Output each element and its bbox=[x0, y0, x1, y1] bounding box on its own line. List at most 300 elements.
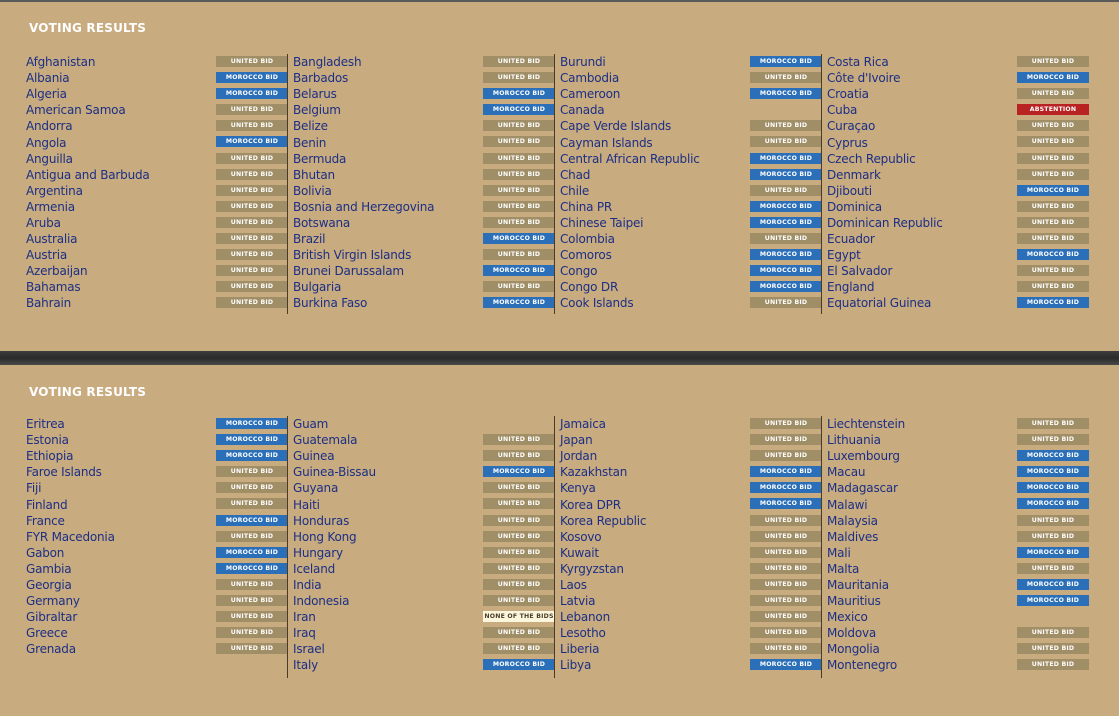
vote-badge: UNITED BID bbox=[216, 265, 288, 276]
result-row bbox=[26, 102, 288, 118]
vote-badge: MOROCCO BID bbox=[750, 498, 822, 509]
vote-badge: UNITED BID bbox=[216, 185, 288, 196]
country-name: Mauritania bbox=[827, 577, 889, 592]
result-row bbox=[560, 263, 822, 279]
results-column-3 bbox=[560, 416, 822, 678]
country-name: Kosovo bbox=[560, 529, 602, 544]
result-row bbox=[827, 54, 1089, 70]
country-name: Cook Islands bbox=[560, 296, 634, 311]
result-row bbox=[26, 167, 288, 183]
country-name: Algeria bbox=[26, 87, 67, 102]
result-row bbox=[827, 529, 1089, 545]
result-row bbox=[560, 513, 822, 529]
results-columns bbox=[26, 54, 1096, 314]
country-name: Greece bbox=[26, 626, 68, 641]
vote-badge: MOROCCO BID bbox=[750, 169, 822, 180]
result-row bbox=[560, 657, 822, 673]
country-name: Antigua and Barbuda bbox=[26, 167, 150, 182]
vote-badge: UNITED BID bbox=[1017, 201, 1089, 212]
country-name: Gabon bbox=[26, 545, 65, 560]
results-column-1 bbox=[26, 416, 288, 678]
country-name: Costa Rica bbox=[827, 55, 889, 70]
country-name: Kazakhstan bbox=[560, 465, 628, 480]
result-row bbox=[827, 513, 1089, 529]
vote-badge: UNITED BID bbox=[750, 120, 822, 131]
country-name: Belgium bbox=[293, 103, 341, 118]
result-row bbox=[26, 183, 288, 199]
country-name: Grenada bbox=[26, 642, 76, 657]
country-name: Montenegro bbox=[827, 658, 898, 673]
vote-badge: NONE OF THE BIDS bbox=[484, 613, 554, 621]
vote-badge: UNITED BID bbox=[216, 466, 288, 477]
vote-badge: UNITED BID bbox=[1017, 169, 1089, 180]
country-name: Lithuania bbox=[827, 433, 881, 448]
vote-badge: UNITED BID bbox=[483, 498, 555, 509]
result-row bbox=[293, 561, 555, 577]
country-name: Lebanon bbox=[560, 610, 610, 625]
country-name: Libya bbox=[560, 658, 592, 673]
country-name: Belarus bbox=[293, 87, 337, 102]
country-name: Maldives bbox=[827, 529, 879, 544]
result-row bbox=[293, 577, 555, 593]
result-row bbox=[293, 118, 555, 134]
result-row bbox=[827, 480, 1089, 496]
result-row bbox=[827, 215, 1089, 231]
country-name: Italy bbox=[293, 658, 319, 673]
vote-badge: UNITED BID bbox=[483, 217, 555, 228]
results-column-4 bbox=[827, 54, 1089, 314]
country-name: Barbados bbox=[293, 71, 349, 86]
result-row bbox=[827, 102, 1089, 118]
result-row bbox=[560, 54, 822, 70]
vote-badge: UNITED BID bbox=[216, 233, 288, 244]
country-name: Dominica bbox=[827, 199, 882, 214]
vote-badge: MOROCCO BID bbox=[750, 88, 822, 99]
vote-badge: UNITED BID bbox=[216, 153, 288, 164]
result-row bbox=[827, 609, 1089, 625]
result-row bbox=[26, 231, 288, 247]
panel-title: VOTING RESULTS bbox=[29, 21, 147, 35]
country-name: Iraq bbox=[293, 626, 316, 641]
vote-badge: UNITED BID bbox=[483, 249, 555, 260]
vote-badge: MOROCCO BID bbox=[483, 104, 555, 115]
result-row bbox=[26, 561, 288, 577]
country-name: Fiji bbox=[26, 481, 42, 496]
result-row bbox=[293, 545, 555, 561]
country-name: Albania bbox=[26, 71, 70, 86]
result-row bbox=[26, 215, 288, 231]
result-row bbox=[293, 215, 555, 231]
country-name: China PR bbox=[560, 199, 613, 214]
vote-badge: UNITED BID bbox=[750, 627, 822, 638]
result-row bbox=[560, 151, 822, 167]
result-row bbox=[26, 480, 288, 496]
result-row bbox=[560, 295, 822, 311]
vote-badge: UNITED BID bbox=[750, 136, 822, 147]
country-name: Botswana bbox=[293, 215, 351, 230]
vote-badge: UNITED BID bbox=[483, 153, 555, 164]
country-name: British Virgin Islands bbox=[293, 248, 412, 263]
result-row bbox=[293, 480, 555, 496]
country-name: Guatemala bbox=[293, 433, 358, 448]
vote-badge: UNITED BID bbox=[483, 579, 555, 590]
results-column-4 bbox=[827, 416, 1089, 678]
country-name: Malaysia bbox=[827, 513, 878, 528]
result-row bbox=[26, 247, 288, 263]
vote-badge: MOROCCO BID bbox=[750, 482, 822, 493]
country-name: Central African Republic bbox=[560, 151, 700, 166]
result-row bbox=[560, 577, 822, 593]
country-name: Luxembourg bbox=[827, 449, 900, 464]
result-row bbox=[26, 416, 288, 432]
vote-badge: UNITED BID bbox=[1017, 627, 1089, 638]
country-name: El Salvador bbox=[827, 264, 893, 279]
vote-badge: MOROCCO BID bbox=[216, 434, 288, 445]
result-row bbox=[827, 577, 1089, 593]
country-name: Guinea-Bissau bbox=[293, 465, 376, 480]
result-row bbox=[293, 279, 555, 295]
vote-badge: MOROCCO BID bbox=[750, 56, 822, 67]
country-name: Czech Republic bbox=[827, 151, 916, 166]
country-name: Canada bbox=[560, 103, 605, 118]
vote-badge: ABSTENTION bbox=[1017, 104, 1089, 115]
vote-badge: UNITED BID bbox=[1017, 659, 1089, 670]
result-row bbox=[560, 183, 822, 199]
country-name: Colombia bbox=[560, 232, 615, 247]
country-name: Burkina Faso bbox=[293, 296, 368, 311]
vote-badge: UNITED BID bbox=[216, 643, 288, 654]
vote-badge: MOROCCO BID bbox=[1017, 450, 1089, 461]
vote-badge: UNITED BID bbox=[1017, 88, 1089, 99]
country-name: Bermuda bbox=[293, 151, 347, 166]
panel-title: VOTING RESULTS bbox=[29, 385, 147, 399]
vote-badge: MOROCCO BID bbox=[1017, 72, 1089, 83]
result-row bbox=[293, 416, 555, 432]
country-name: Austria bbox=[26, 248, 67, 263]
result-row bbox=[827, 448, 1089, 464]
vote-badge: MOROCCO BID bbox=[483, 466, 555, 477]
vote-badge: UNITED BID bbox=[750, 434, 822, 445]
result-row bbox=[293, 86, 555, 102]
vote-badge: MOROCCO BID bbox=[1017, 547, 1089, 558]
result-row bbox=[827, 247, 1089, 263]
country-name: Madagascar bbox=[827, 481, 898, 496]
vote-badge: UNITED BID bbox=[483, 482, 555, 493]
country-name: France bbox=[26, 513, 65, 528]
vote-badge: UNITED BID bbox=[216, 498, 288, 509]
country-name: Estonia bbox=[26, 433, 69, 448]
vote-badge: UNITED BID bbox=[483, 169, 555, 180]
country-name: Mexico bbox=[827, 610, 868, 625]
result-row bbox=[26, 118, 288, 134]
result-row bbox=[293, 151, 555, 167]
country-name: Bahrain bbox=[26, 296, 72, 311]
country-name: Finland bbox=[26, 497, 68, 512]
voting-results-panel-2 bbox=[0, 365, 1119, 716]
result-row bbox=[293, 513, 555, 529]
country-name: Korea DPR bbox=[560, 497, 621, 512]
vote-badge: MOROCCO BID bbox=[483, 88, 555, 99]
vote-badge: MOROCCO BID bbox=[216, 450, 288, 461]
result-row bbox=[560, 86, 822, 102]
result-row bbox=[26, 496, 288, 512]
vote-badge: UNITED BID bbox=[483, 450, 555, 461]
vote-badge: UNITED BID bbox=[216, 217, 288, 228]
result-row bbox=[26, 134, 288, 150]
vote-badge: MOROCCO BID bbox=[216, 88, 288, 99]
vote-badge: UNITED BID bbox=[750, 563, 822, 574]
country-name: Korea Republic bbox=[560, 513, 647, 528]
result-row bbox=[560, 247, 822, 263]
vote-badge: MOROCCO BID bbox=[750, 281, 822, 292]
result-row bbox=[26, 70, 288, 86]
vote-badge: UNITED BID bbox=[1017, 531, 1089, 542]
result-row bbox=[293, 54, 555, 70]
country-name: Lesotho bbox=[560, 626, 606, 641]
vote-badge: MOROCCO BID bbox=[1017, 498, 1089, 509]
result-row bbox=[26, 593, 288, 609]
country-name: Cape Verde Islands bbox=[560, 119, 672, 134]
result-row bbox=[26, 513, 288, 529]
vote-badge: MOROCCO BID bbox=[750, 217, 822, 228]
result-row bbox=[827, 545, 1089, 561]
result-row bbox=[26, 545, 288, 561]
country-name: Jordan bbox=[560, 449, 597, 464]
result-row bbox=[560, 416, 822, 432]
vote-badge: UNITED BID bbox=[216, 595, 288, 606]
vote-badge: UNITED BID bbox=[216, 627, 288, 638]
vote-badge: MOROCCO BID bbox=[1017, 482, 1089, 493]
vote-badge: MOROCCO BID bbox=[1017, 579, 1089, 590]
result-row bbox=[293, 199, 555, 215]
country-name: Australia bbox=[26, 232, 78, 247]
country-name: Mauritius bbox=[827, 594, 881, 609]
result-row bbox=[293, 102, 555, 118]
result-row bbox=[560, 593, 822, 609]
result-row bbox=[26, 464, 288, 480]
country-name: Burundi bbox=[560, 55, 606, 70]
result-row bbox=[293, 448, 555, 464]
country-name: Bangladesh bbox=[293, 55, 362, 70]
country-name: Benin bbox=[293, 135, 327, 150]
vote-badge: UNITED BID bbox=[750, 611, 822, 622]
country-name: Denmark bbox=[827, 167, 881, 182]
vote-badge: MOROCCO BID bbox=[483, 297, 555, 308]
vote-badge: UNITED BID bbox=[483, 643, 555, 654]
result-row bbox=[26, 641, 288, 657]
vote-badge: UNITED BID bbox=[750, 233, 822, 244]
country-name: Macau bbox=[827, 465, 866, 480]
result-row bbox=[293, 464, 555, 480]
country-name: Iceland bbox=[293, 561, 336, 576]
vote-badge: MOROCCO BID bbox=[750, 466, 822, 477]
country-name: Kuwait bbox=[560, 545, 599, 560]
country-name: Angola bbox=[26, 135, 67, 150]
result-row bbox=[827, 199, 1089, 215]
result-row bbox=[827, 118, 1089, 134]
result-row bbox=[560, 432, 822, 448]
country-name: Côte d'Ivoire bbox=[827, 71, 901, 86]
result-row bbox=[26, 529, 288, 545]
vote-badge: UNITED BID bbox=[216, 482, 288, 493]
country-name: Guam bbox=[293, 417, 329, 432]
result-row bbox=[560, 167, 822, 183]
country-name: Georgia bbox=[26, 577, 72, 592]
country-name: Iran bbox=[293, 610, 316, 625]
result-row bbox=[560, 70, 822, 86]
country-name: Cuba bbox=[827, 103, 858, 118]
result-row bbox=[827, 561, 1089, 577]
result-row bbox=[560, 448, 822, 464]
vote-badge: UNITED BID bbox=[483, 515, 555, 526]
vote-badge: UNITED BID bbox=[1017, 563, 1089, 574]
result-row bbox=[26, 54, 288, 70]
country-name: Israel bbox=[293, 642, 325, 657]
country-name: Azerbaijan bbox=[26, 264, 88, 279]
result-row bbox=[827, 496, 1089, 512]
country-name: Croatia bbox=[827, 87, 869, 102]
result-row bbox=[26, 279, 288, 295]
result-row bbox=[293, 295, 555, 311]
vote-badge: UNITED BID bbox=[483, 56, 555, 67]
vote-badge: UNITED BID bbox=[216, 281, 288, 292]
result-row bbox=[827, 231, 1089, 247]
country-name: Afghanistan bbox=[26, 55, 96, 70]
vote-badge: MOROCCO BID bbox=[1017, 297, 1089, 308]
country-name: Haiti bbox=[293, 497, 320, 512]
country-name: Japan bbox=[560, 433, 593, 448]
vote-badge: UNITED BID bbox=[1017, 56, 1089, 67]
vote-badge: UNITED BID bbox=[483, 595, 555, 606]
vote-badge: UNITED BID bbox=[216, 201, 288, 212]
vote-badge: UNITED BID bbox=[216, 249, 288, 260]
result-row bbox=[827, 134, 1089, 150]
result-row bbox=[560, 279, 822, 295]
voting-results-panel-1 bbox=[0, 0, 1119, 351]
country-name: Malawi bbox=[827, 497, 868, 512]
result-row bbox=[827, 641, 1089, 657]
result-row bbox=[827, 183, 1089, 199]
result-row bbox=[293, 134, 555, 150]
country-name: Bhutan bbox=[293, 167, 335, 182]
country-name: Ethiopia bbox=[26, 449, 74, 464]
result-row bbox=[26, 577, 288, 593]
vote-badge: UNITED BID bbox=[750, 297, 822, 308]
result-row bbox=[560, 118, 822, 134]
country-name: Hungary bbox=[293, 545, 343, 560]
result-row bbox=[293, 529, 555, 545]
result-row bbox=[26, 448, 288, 464]
vote-badge: UNITED BID bbox=[1017, 265, 1089, 276]
result-row bbox=[26, 86, 288, 102]
vote-badge: UNITED BID bbox=[483, 185, 555, 196]
country-name: Liechtenstein bbox=[827, 417, 905, 432]
vote-badge: MOROCCO BID bbox=[750, 265, 822, 276]
vote-badge: MOROCCO BID bbox=[750, 659, 822, 670]
result-row bbox=[560, 496, 822, 512]
result-row bbox=[827, 593, 1089, 609]
result-row bbox=[560, 215, 822, 231]
result-row bbox=[293, 167, 555, 183]
vote-badge: UNITED BID bbox=[483, 627, 555, 638]
country-name: Curaçao bbox=[827, 119, 876, 134]
vote-badge: UNITED BID bbox=[1017, 136, 1089, 147]
results-column-2 bbox=[293, 54, 555, 314]
result-row bbox=[560, 529, 822, 545]
result-row bbox=[293, 625, 555, 641]
vote-badge: UNITED BID bbox=[1017, 217, 1089, 228]
country-name: Jamaica bbox=[560, 417, 606, 432]
result-row bbox=[827, 657, 1089, 673]
country-name: Dominican Republic bbox=[827, 215, 943, 230]
result-row bbox=[293, 657, 555, 673]
result-row bbox=[560, 545, 822, 561]
country-name: Andorra bbox=[26, 119, 73, 134]
result-row bbox=[560, 561, 822, 577]
vote-badge: UNITED BID bbox=[483, 531, 555, 542]
country-name: Kenya bbox=[560, 481, 596, 496]
result-row bbox=[26, 151, 288, 167]
country-name: Bosnia and Herzegovina bbox=[293, 199, 435, 214]
country-name: FYR Macedonia bbox=[26, 529, 115, 544]
result-row bbox=[827, 625, 1089, 641]
vote-badge: UNITED BID bbox=[750, 418, 822, 429]
country-name: Aruba bbox=[26, 215, 61, 230]
result-row bbox=[293, 70, 555, 86]
vote-badge: MOROCCO BID bbox=[483, 233, 555, 244]
result-row bbox=[560, 134, 822, 150]
country-name: Bulgaria bbox=[293, 280, 342, 295]
vote-badge: UNITED BID bbox=[750, 643, 822, 654]
vote-badge: UNITED BID bbox=[750, 547, 822, 558]
vote-badge: MOROCCO BID bbox=[750, 201, 822, 212]
result-row bbox=[26, 625, 288, 641]
vote-badge: MOROCCO BID bbox=[216, 136, 288, 147]
results-column-2 bbox=[293, 416, 555, 678]
result-row bbox=[560, 625, 822, 641]
country-name: Mali bbox=[827, 545, 851, 560]
vote-badge: MOROCCO BID bbox=[216, 72, 288, 83]
country-name: Gibraltar bbox=[26, 610, 78, 625]
vote-badge: UNITED BID bbox=[1017, 434, 1089, 445]
vote-badge: MOROCCO BID bbox=[1017, 249, 1089, 260]
vote-badge: UNITED BID bbox=[1017, 281, 1089, 292]
result-row bbox=[293, 231, 555, 247]
vote-badge: MOROCCO BID bbox=[750, 153, 822, 164]
country-name: Djibouti bbox=[827, 183, 872, 198]
country-name: Bahamas bbox=[26, 280, 81, 295]
country-name: Guyana bbox=[293, 481, 339, 496]
vote-badge: MOROCCO BID bbox=[216, 563, 288, 574]
vote-badge: UNITED BID bbox=[750, 450, 822, 461]
vote-badge: UNITED BID bbox=[1017, 233, 1089, 244]
vote-badge: UNITED BID bbox=[483, 434, 555, 445]
vote-badge: UNITED BID bbox=[750, 72, 822, 83]
result-row bbox=[293, 593, 555, 609]
results-column-1 bbox=[26, 54, 288, 314]
vote-badge: MOROCCO BID bbox=[1017, 466, 1089, 477]
result-row bbox=[827, 151, 1089, 167]
vote-badge: MOROCCO BID bbox=[1017, 595, 1089, 606]
country-name: Belize bbox=[293, 119, 328, 134]
vote-badge: UNITED BID bbox=[483, 120, 555, 131]
result-row bbox=[293, 247, 555, 263]
result-row bbox=[26, 295, 288, 311]
vote-badge: UNITED BID bbox=[750, 185, 822, 196]
country-name: Ecuador bbox=[827, 232, 875, 247]
country-name: Kyrgyzstan bbox=[560, 561, 624, 576]
vote-badge: UNITED BID bbox=[483, 201, 555, 212]
